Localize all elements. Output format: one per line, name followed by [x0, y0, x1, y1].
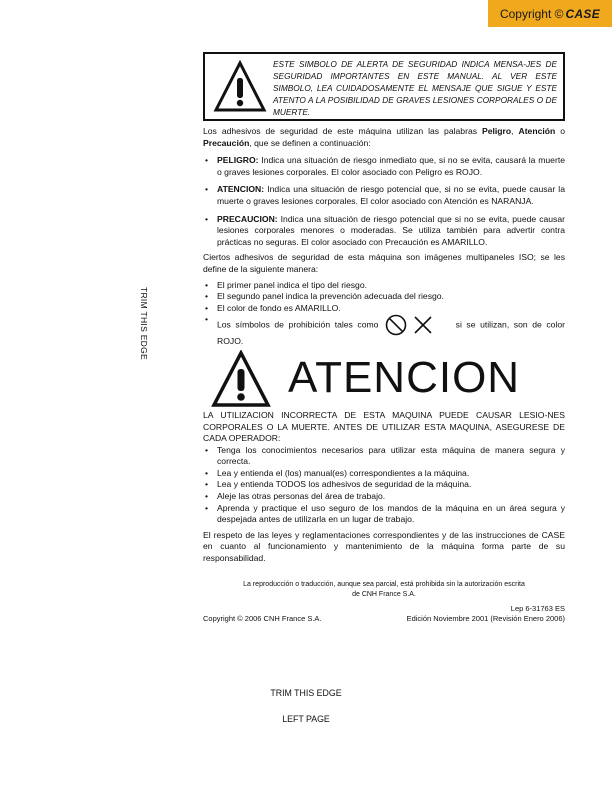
operator-item: • Aprenda y practique el uso seguro de los mandos de la máquina en un área segura y despejada antes de utilizarla en un lugar de trabajo. [203, 503, 565, 526]
intro-paragraph: Los adhesivos de seguridad de este máquina utilizan las palabras Peligro, Atención o Precaución, que se definen a continuación: [203, 126, 565, 148]
copyright-prefix: Copyright © [499, 6, 564, 21]
definition-item: • PELIGRO: Indica una situación de riesgo inmediato que, si no se evita, causará la muerte o graves lesiones corporales. El color asociado con Peligro es ROJO. [203, 155, 565, 178]
prohibition-symbols-icon [385, 314, 437, 336]
definitions-list [203, 155, 565, 248]
trim-edge-bottom: TRIM THIS EDGE [270, 688, 342, 698]
definition-item: • PRECAUCION: Indica una situación de riesgo potencial que si no se evita, puede causar lesiones corporales menores o moderadas. Se utiliza también para advertir contra prácticas no seguras. El color asociado con Precaución es AMARILLO. [203, 214, 565, 249]
operator-list [203, 445, 565, 526]
iso-intro: Ciertos adhesivos de seguridad de esta máquina son imágenes multipaneles ISO; se les define de la siguiente manera: [203, 252, 565, 274]
left-page-label: LEFT PAGE [282, 714, 330, 724]
iso-item-prohibition: • Los símbolos de prohibición tales como si se utilizan, son de color ROJO. [203, 314, 565, 348]
atencion-heading [203, 350, 565, 410]
operator-item: • Tenga los conocimientos necesarios para utilizar esta máquina de manera segura y correcta. [203, 445, 565, 468]
warning-paragraph: LA UTILIZACION INCORRECTA DE ESTA MAQUINA PUEDE CAUSAR LESIO-NES CORPORALES O LA MUERTE. ANTES DE UTILIZAR ESTA MAQUINA, ASEGURESE DE CADA OPERADOR: [203, 409, 565, 444]
lep-number: Lep 6-31763 ES [510, 604, 565, 613]
copyright-line [203, 614, 565, 623]
case-logo: CASE [565, 6, 601, 21]
copyright-text: Copyright © 2006 CNH France S.A. [203, 614, 322, 623]
safety-alert-icon [213, 60, 267, 114]
operator-item: • Aleje las otras personas del área de trabajo. [203, 491, 565, 503]
iso-item: • El segundo panel indica la prevención adecuada del riesgo. [203, 291, 565, 303]
safety-alert-text: ESTE SIMBOLO DE ALERTA DE SEGURIDAD INDICA MENSA-JES DE SEGURIDAD IMPORTANTES EN ESTE MANUAL. AL VER ESTE SIMBOLO, LEA CUIDADOSAMENTE EL MENSAJE QUE SIGUE Y ESTE ATENTO A LA POSIBILIDAD DE GRAVES LESIONES CORPORALES O DE MUERTE. [273, 59, 557, 117]
atencion-word: ATENCION [288, 352, 521, 402]
definition-item: • ATENCION: Indica una situación de riesgo potencial que, si no se evita, puede causar la muerte o graves lesiones corporales. El color asociado con Atención es NARANJA. [203, 184, 565, 207]
iso-list [203, 280, 565, 348]
operator-item: • Lea y entienda el (los) manual(es) correspondientes a la máquina. [203, 468, 565, 480]
operator-item: • Lea y entienda TODOS los adhesivos de seguridad de la máquina. [203, 479, 565, 491]
iso-item: • El color de fondo es AMARILLO. [203, 303, 565, 315]
trim-edge-vertical: TRIM THIS EDGE [139, 287, 149, 360]
closing-paragraph: El respeto de las leyes y reglamentaciones correspondientes y de las instrucciones de CASE en cuanto al funcionamiento y mantenimiento de la máquina forma parte de su responsabilidad. [203, 529, 565, 564]
edition-text: Edición Noviembre 2001 (Revisión Enero 2006) [406, 614, 565, 623]
reproduction-notice: La reproducción o traducción, aunque sea parcial, está prohibida sin la autorización escrita de CNH France S.A. [243, 581, 525, 598]
copyright-badge [488, 0, 612, 27]
main-content [203, 126, 565, 565]
warning-triangle-icon [211, 350, 271, 408]
iso-item: • El primer panel indica el tipo del riesgo. [203, 280, 565, 292]
safety-alert-box [203, 52, 565, 121]
